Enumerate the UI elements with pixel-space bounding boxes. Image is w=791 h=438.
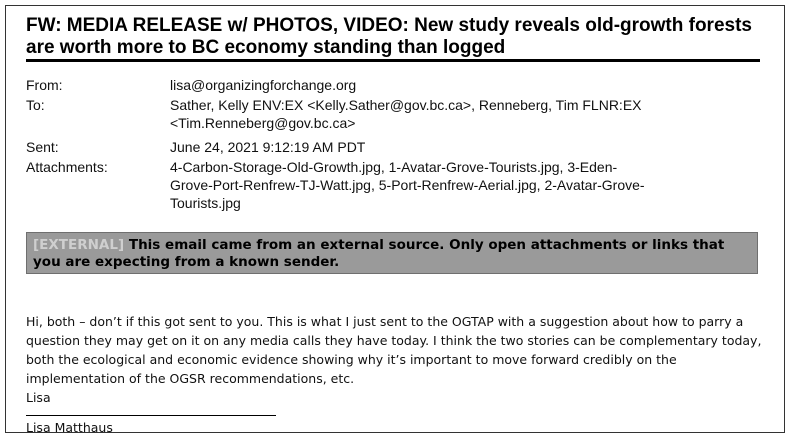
attachments-value[interactable] bbox=[170, 158, 690, 212]
banner-text-1: This email came from an external source. Only open attachments or links that bbox=[128, 237, 725, 253]
banner-line-1 bbox=[33, 237, 751, 254]
email-document bbox=[5, 5, 785, 433]
sent-label: Sent: bbox=[26, 139, 59, 155]
external-tag: [EXTERNAL] bbox=[33, 237, 125, 253]
attachments-label: Attachments: bbox=[26, 159, 108, 175]
body-line-2: question they may get on it on any media calls they have today. I think the two stories can be complementary today, bbox=[26, 333, 762, 348]
external-warning-banner bbox=[26, 232, 758, 274]
attachments-line-3: Tourists.jpg bbox=[170, 195, 241, 211]
body-signoff: Lisa bbox=[26, 390, 51, 405]
to-label: To: bbox=[26, 97, 45, 113]
email-subject bbox=[26, 15, 766, 59]
attachments-line-1: 4-Carbon-Storage-Old-Growth.jpg, 1-Avatar-Grove-Tourists.jpg, 3-Eden- bbox=[170, 159, 618, 175]
signature-name: Lisa Matthaus bbox=[26, 420, 113, 433]
body-line-1: Hi, both – don’t if this got sent to you. This is what I just sent to the OGTAP with a suggestion about how to parry a bbox=[26, 314, 744, 329]
body-line-3: both the ecological and economic evidence showing why it’s important to move forward credibly on the bbox=[26, 352, 677, 367]
to-value[interactable] bbox=[170, 96, 730, 132]
attachments-line-2: Grove-Port-Renfrew-TJ-Watt.jpg, 5-Port-Renfrew-Aerial.jpg, 2-Avatar-Grove- bbox=[170, 177, 645, 193]
sent-value: June 24, 2021 9:12:19 AM PDT bbox=[170, 139, 366, 155]
to-value-line-2: <Tim.Renneberg@gov.bc.ca> bbox=[170, 115, 356, 131]
banner-line-2: you are expecting from a known sender. bbox=[33, 254, 340, 270]
body-line-4: implementation of the OGSR recommendations, etc. bbox=[26, 371, 355, 386]
subject-line-1: FW: MEDIA RELEASE w/ PHOTOS, VIDEO: New study reveals old-growth forests bbox=[26, 15, 752, 36]
from-value[interactable]: lisa@organizingforchange.org bbox=[170, 77, 357, 93]
to-value-line-1: Sather, Kelly ENV:EX <Kelly.Sather@gov.bc.ca>, Renneberg, Tim FLNR:EX bbox=[170, 97, 642, 113]
email-body bbox=[26, 312, 766, 407]
signature-divider bbox=[26, 415, 276, 416]
subject-divider bbox=[26, 59, 760, 62]
from-label: From: bbox=[26, 77, 63, 93]
subject-line-2: are worth more to BC economy standing than logged bbox=[26, 37, 506, 58]
